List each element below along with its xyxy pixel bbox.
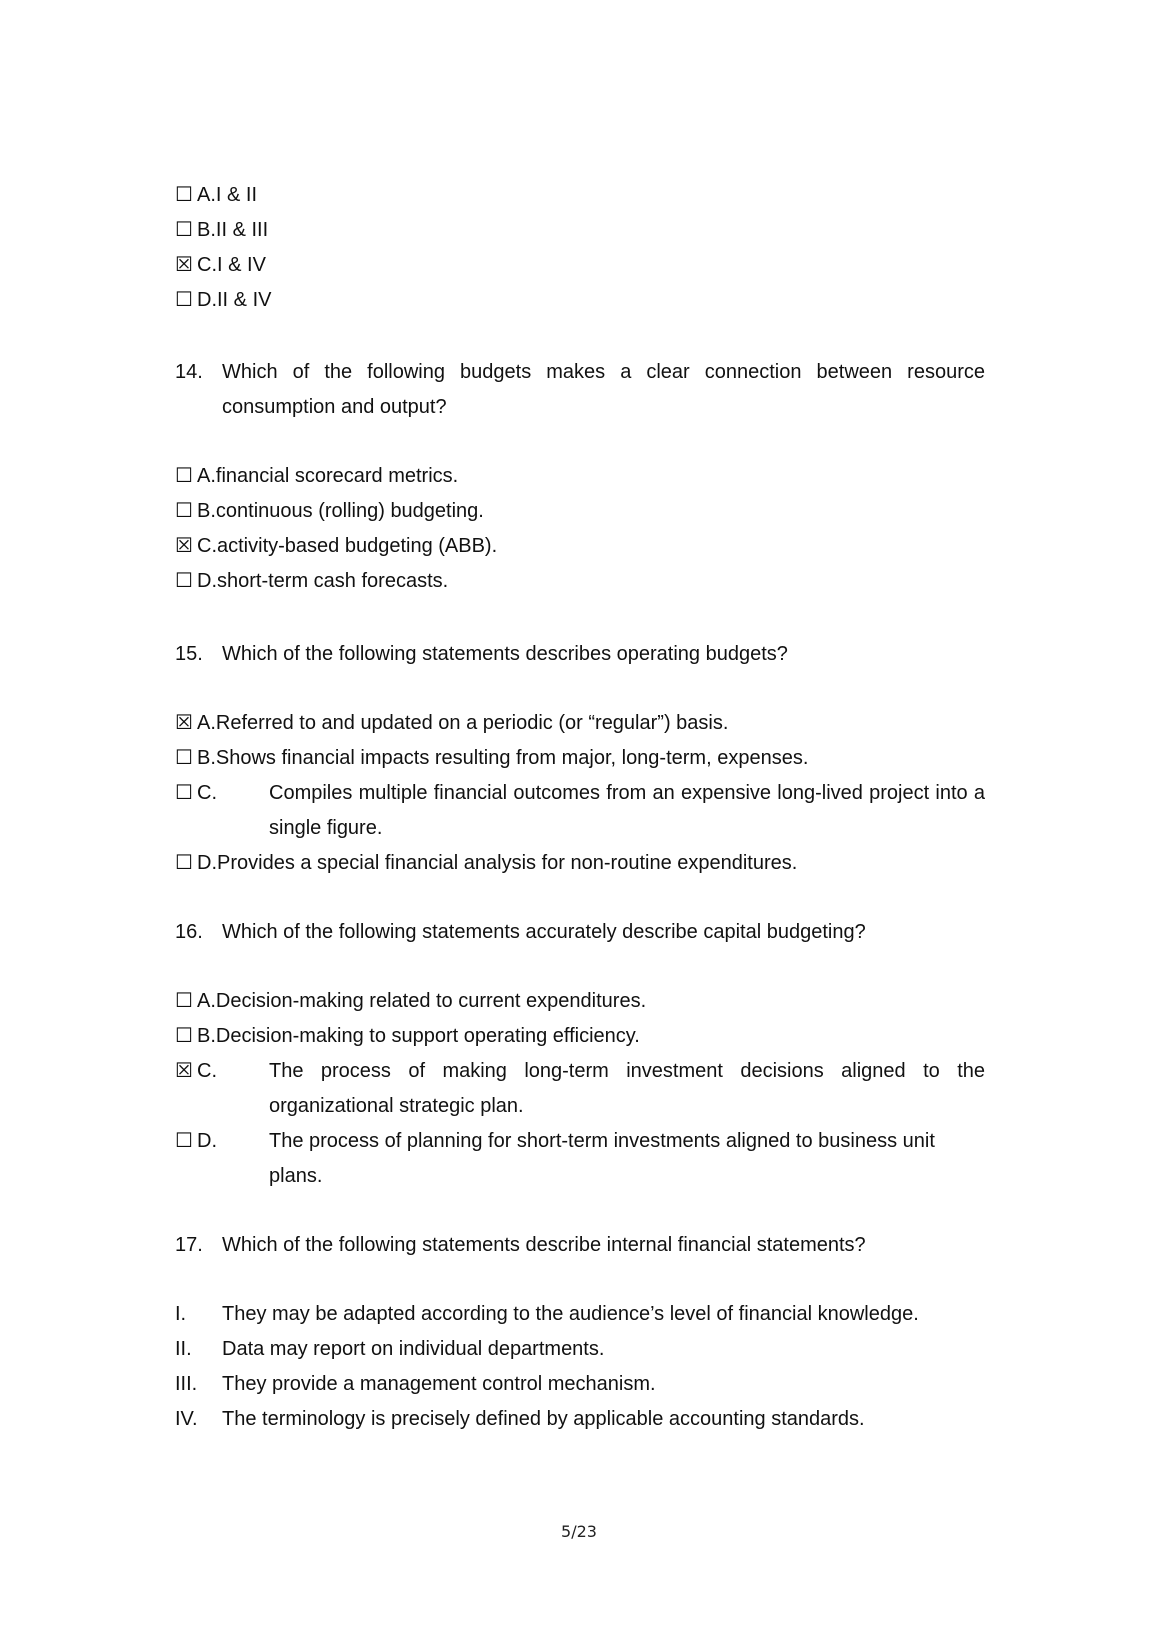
- checkbox-empty-icon[interactable]: ☐: [175, 747, 193, 769]
- q13-option-a[interactable]: ☐ A.I & II: [175, 178, 985, 213]
- checkbox-empty-icon[interactable]: ☐: [175, 289, 193, 311]
- checkbox-checked-icon[interactable]: ☒: [175, 254, 193, 276]
- q14-option-c[interactable]: ☒ C.activity-based budgeting (ABB).: [175, 529, 985, 564]
- q16-option-d[interactable]: ☐ D. The process of planning for short-term investments aligned to business unit plans.: [175, 1124, 985, 1194]
- checkbox-empty-icon[interactable]: ☐: [175, 465, 193, 487]
- question-17: [175, 1228, 985, 1263]
- q16-option-b[interactable]: ☐ B.Decision-making to support operating efficiency.: [175, 1019, 985, 1054]
- question-16: [175, 915, 985, 950]
- q15-option-d[interactable]: ☐ D.Provides a special financial analysis for non-routine expenditures.: [175, 846, 985, 881]
- checkbox-empty-icon[interactable]: ☐: [175, 1025, 193, 1047]
- question-number: 16.: [175, 921, 203, 943]
- statement-item: I. They may be adapted according to the audience’s level of financial knowledge.: [175, 1303, 919, 1325]
- q15-option-c[interactable]: ☐ C. Compiles multiple financial outcomes from an expensive long-lived project into a single figure.: [175, 776, 985, 846]
- q15-option-b[interactable]: ☐ B.Shows financial impacts resulting from major, long-term, expenses.: [175, 741, 985, 776]
- q13-option-d[interactable]: ☐ D.II & IV: [175, 283, 985, 318]
- checkbox-empty-icon[interactable]: ☐: [175, 852, 193, 874]
- checkbox-empty-icon[interactable]: ☐: [175, 990, 193, 1012]
- question-number: 15.: [175, 643, 203, 665]
- question-number: 17.: [175, 1234, 203, 1256]
- checkbox-checked-icon[interactable]: ☒: [175, 712, 193, 734]
- statement-item: III. They provide a management control mechanism.: [175, 1373, 656, 1395]
- checkbox-empty-icon[interactable]: ☐: [175, 570, 193, 592]
- q16-options: [175, 984, 985, 1194]
- checkbox-empty-icon[interactable]: ☐: [175, 500, 193, 522]
- checkbox-empty-icon[interactable]: ☐: [175, 219, 193, 241]
- q15-options: [175, 706, 985, 881]
- q14-option-a[interactable]: ☐ A.financial scorecard metrics.: [175, 459, 985, 494]
- q13-option-b[interactable]: ☐ B.II & III: [175, 213, 985, 248]
- question-text: Which of the following statements describes operating budgets?: [222, 643, 788, 665]
- question-14: [175, 355, 985, 425]
- q17-statements: [175, 1297, 985, 1437]
- q15-option-a[interactable]: ☒ A.Referred to and updated on a periodic (or “regular”) basis.: [175, 706, 985, 741]
- statement-item: IV. The terminology is precisely defined by applicable accounting standards.: [175, 1408, 865, 1430]
- q14-option-b[interactable]: ☐ B.continuous (rolling) budgeting.: [175, 494, 985, 529]
- q13-option-c[interactable]: ☒ C.I & IV: [175, 248, 985, 283]
- q16-option-c[interactable]: ☒ C. The process of making long-term investment decisions aligned to the organizational strategic plan.: [175, 1054, 985, 1124]
- question-text: Which of the following statements describe internal financial statements?: [222, 1234, 866, 1256]
- q14-option-d[interactable]: ☐ D.short-term cash forecasts.: [175, 564, 985, 599]
- q16-option-a[interactable]: ☐ A.Decision-making related to current expenditures.: [175, 984, 985, 1019]
- checkbox-empty-icon[interactable]: ☐: [175, 782, 193, 804]
- checkbox-checked-icon[interactable]: ☒: [175, 1060, 193, 1082]
- question-text: Which of the following statements accurately describe capital budgeting?: [222, 921, 866, 943]
- question-number: 14.: [175, 361, 203, 383]
- page-number: 5/23: [561, 1522, 597, 1541]
- question-text: Which of the following budgets makes a clear connection between resource consumption and output?: [222, 361, 985, 418]
- checkbox-empty-icon[interactable]: ☐: [175, 184, 193, 206]
- checkbox-checked-icon[interactable]: ☒: [175, 535, 193, 557]
- q14-options: [175, 459, 985, 599]
- q13-options: [175, 178, 985, 318]
- statement-item: II. Data may report on individual departments.: [175, 1338, 605, 1360]
- question-15: [175, 637, 985, 672]
- checkbox-empty-icon[interactable]: ☐: [175, 1130, 193, 1152]
